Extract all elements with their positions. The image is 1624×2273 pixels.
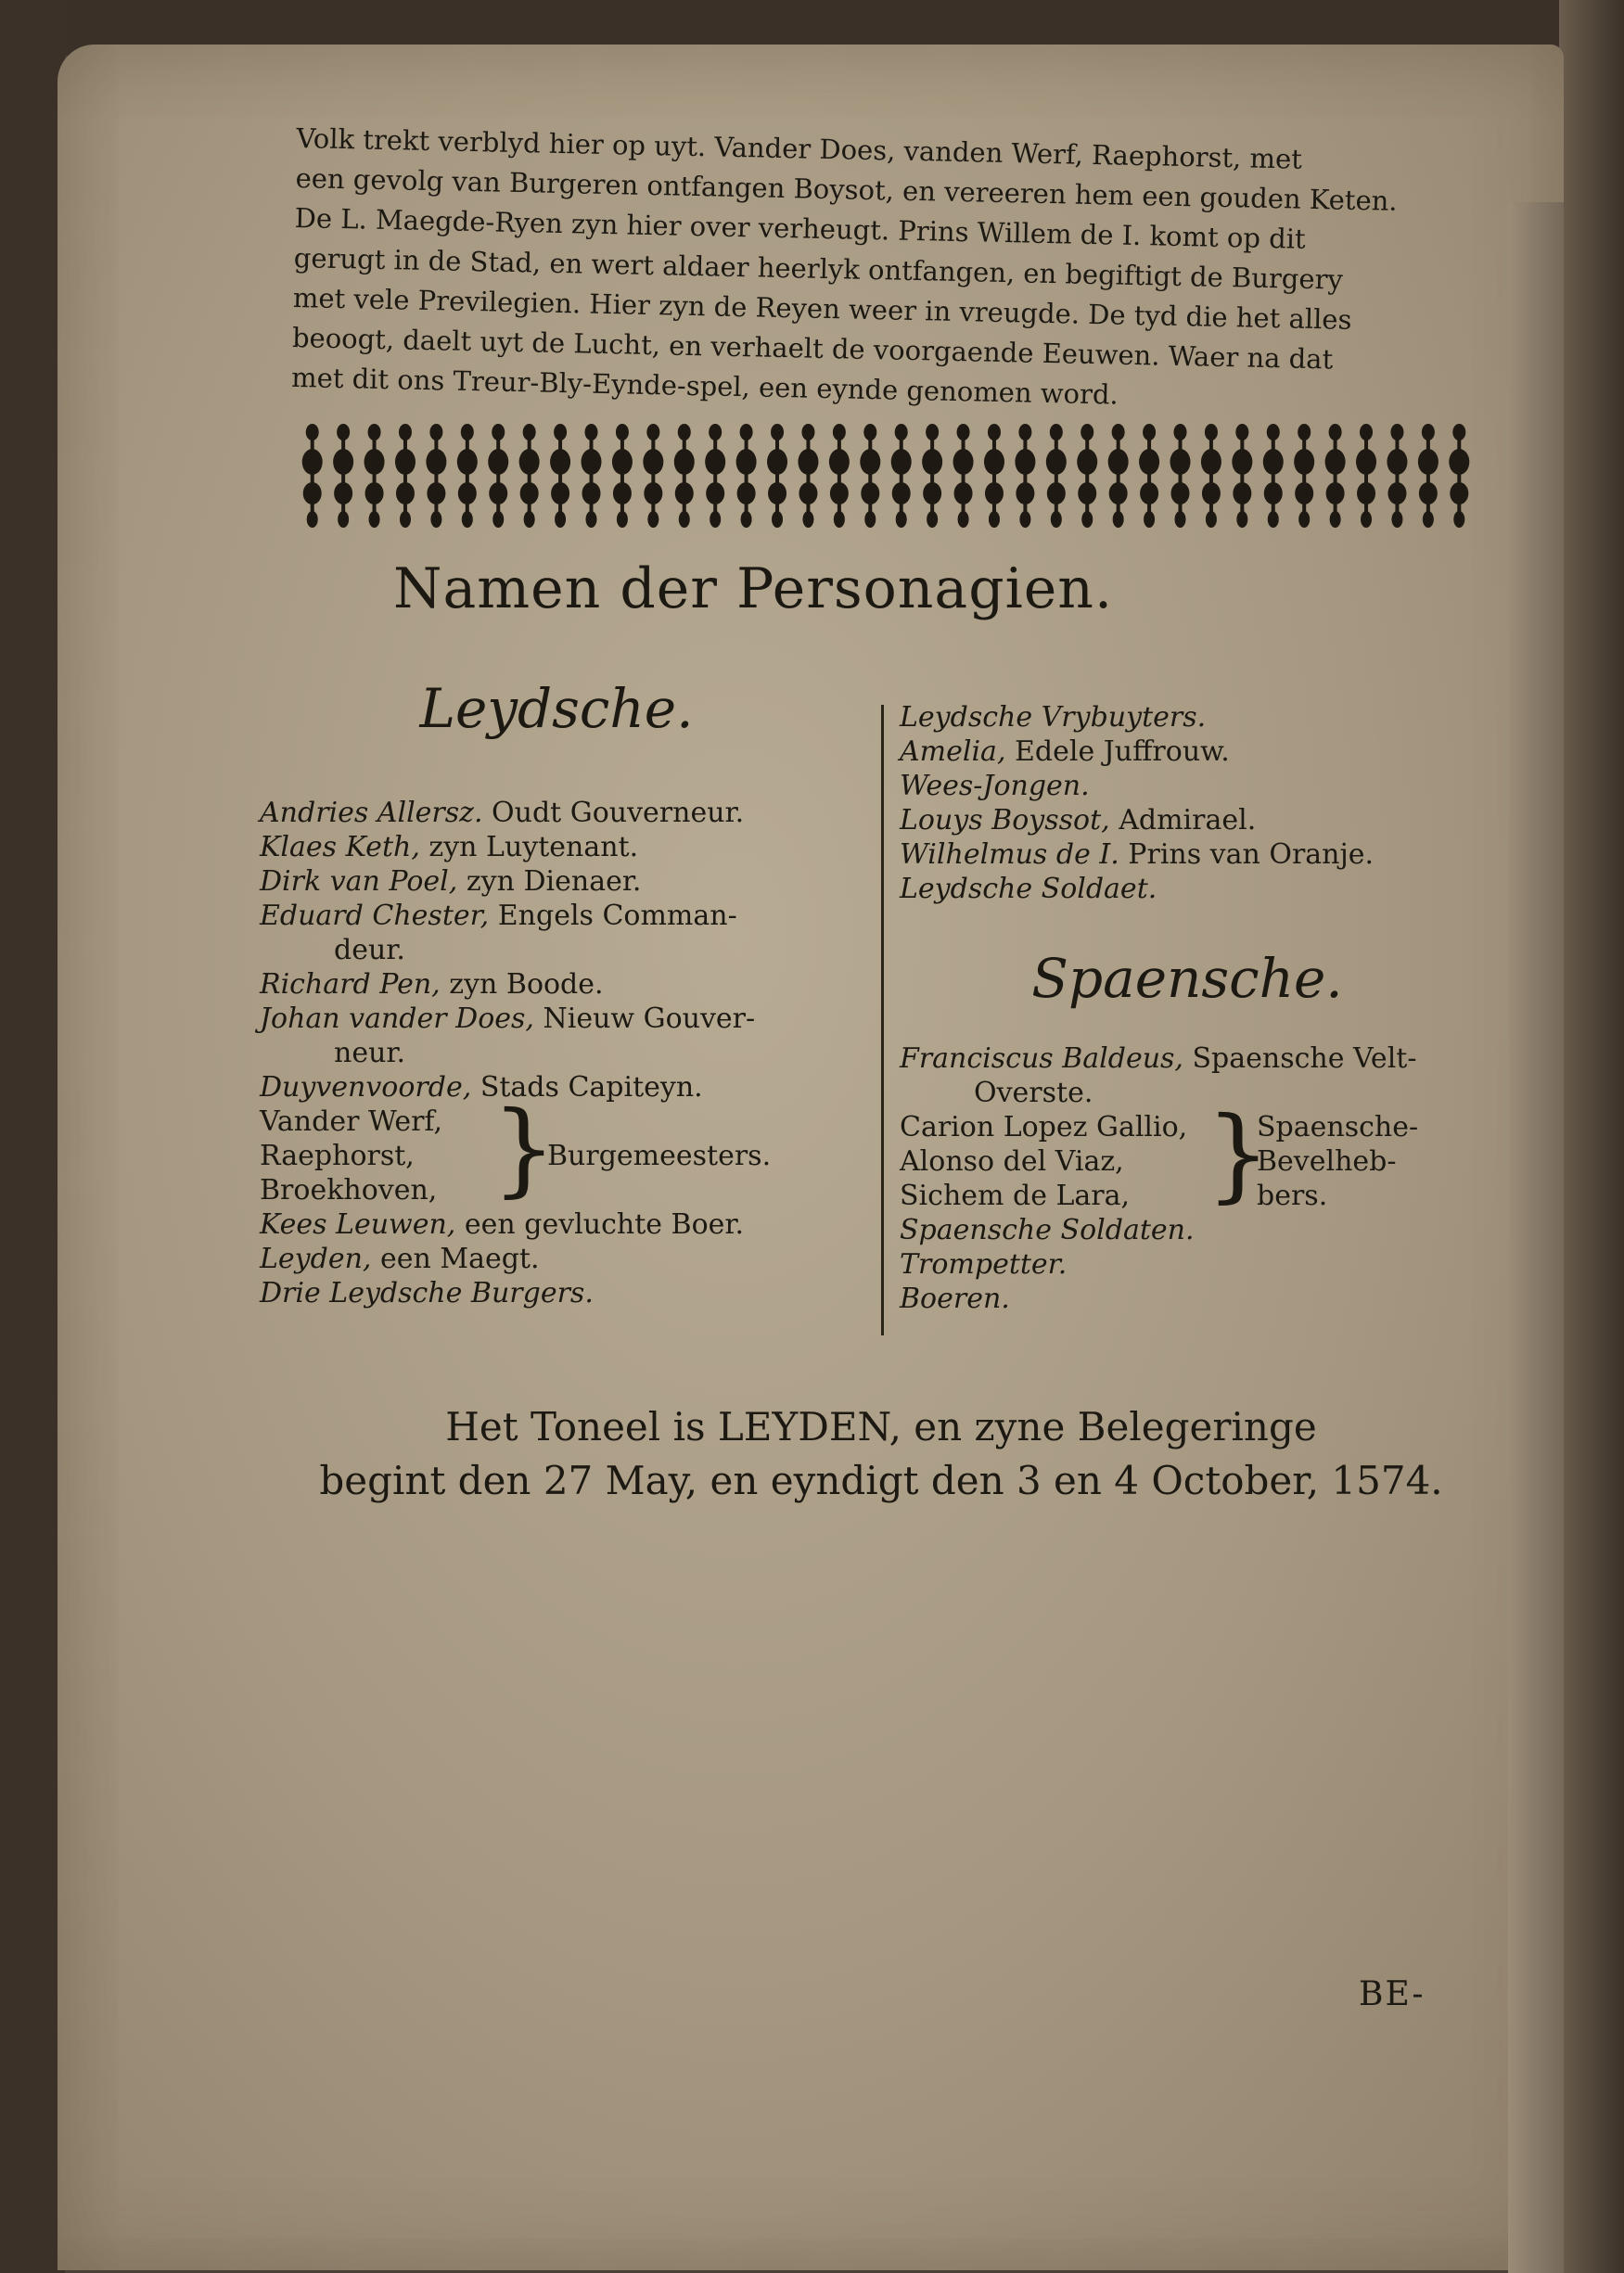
section-heading-spaensche: Spaensche.: [1031, 947, 1343, 1010]
ornament-fleuron: [984, 424, 1004, 528]
page-title: Namen der Personagien.: [392, 556, 1114, 621]
list-item: Dirk van Poel, zyn Dienaer.: [260, 865, 642, 898]
ornament-fleuron: [1015, 424, 1035, 528]
list-item: Alonso del Viaz,: [900, 1145, 1124, 1178]
summary-line: met dit ons Treur-Bly-Eynde-spel, een eynde genomen word.: [290, 361, 1119, 411]
ornament-fleuron: [953, 424, 974, 528]
list-item: Klaes Keth, zyn Luytenant.: [260, 831, 639, 863]
list-item: Andries Allersz. Oudt Gouverneur.: [260, 797, 745, 829]
ornament-fleuron: [829, 424, 850, 528]
list-item: Louys Boyssot, Admirael.: [900, 804, 1257, 836]
ornament-fleuron: [1325, 424, 1346, 528]
list-item-continuation: Overste.: [974, 1077, 1093, 1109]
list-item: Trompetter.: [900, 1248, 1068, 1281]
ornament-fleuron: [891, 424, 912, 528]
summary-line: gerugt in de Stad, en wert aldaer heerlyk ontfangen, en begiftigt de Burgery: [293, 241, 1344, 296]
ornament-fleuron: [582, 424, 602, 528]
summary-line: een gevolg van Burgeren ontfangen Boysot, en vereeren hem een gouden Keten.: [295, 161, 1398, 217]
ornament-fleuron: [798, 424, 818, 528]
summary-paragraph: [291, 119, 1475, 423]
ornament-fleuron: [767, 424, 787, 528]
right-column: [900, 700, 1475, 1316]
column-divider: [881, 705, 884, 1335]
list-item: Eduard Chester, Engels Comman-: [260, 900, 737, 932]
list-item: Vander Werf,: [260, 1105, 443, 1138]
list-item-continuation: neur.: [334, 1037, 405, 1069]
list-item: Carion Lopez Gallio,: [900, 1111, 1188, 1143]
summary-line: Volk trekt verblyd hier op uyt. Vander Does, vanden Werf, Raephorst, met: [296, 121, 1303, 175]
ornament-fleuron: [1449, 424, 1469, 528]
ornament-fleuron: [674, 424, 695, 528]
ornament-fleuron: [1077, 424, 1097, 528]
ornament-fleuron: [1356, 424, 1376, 528]
next-leaf-edge: [1508, 202, 1564, 2273]
ornament-fleuron: [1139, 424, 1159, 528]
summary-line: De L. Maegde-Ryen zyn hier over verheugt. Prins Willem de I. komt op dit: [294, 201, 1307, 255]
ornament-fleuron: [1263, 424, 1284, 528]
ornament-fleuron: [395, 424, 416, 528]
list-item: Raephorst,: [260, 1140, 415, 1172]
ornament-fleuron: [1418, 424, 1439, 528]
list-item: Spaensche Soldaten.: [900, 1214, 1195, 1246]
ornament-fleuron: [1201, 424, 1221, 528]
ornament-fleuron: [1170, 424, 1191, 528]
list-item: Richard Pen, zyn Boode.: [260, 968, 604, 1001]
list-item: Sichem de Lara,: [900, 1180, 1131, 1212]
ornament-fleuron: [1232, 424, 1252, 528]
list-item: Amelia, Edele Juffrouw.: [900, 735, 1230, 768]
list-item: Boeren.: [900, 1283, 1010, 1315]
ornament-fleuron: [519, 424, 540, 528]
ornament-fleuron: [1046, 424, 1067, 528]
stage-note: [297, 1400, 1465, 1508]
ornament-fleuron: [643, 424, 663, 528]
list-item: Leydsche Soldaet.: [900, 873, 1157, 905]
ornament-fleuron: [922, 424, 942, 528]
ornament-fleuron: [736, 424, 757, 528]
list-item: Leydsche Vrybuyters.: [900, 701, 1207, 734]
ornament-fleuron: [364, 424, 385, 528]
list-item-continuation: deur.: [334, 934, 405, 966]
brace-icon: }: [492, 1089, 556, 1207]
ornament-fleuron: [488, 424, 508, 528]
ornament-band: [297, 415, 1475, 536]
ornament-fleuron: [457, 424, 478, 528]
list-item: Johan vander Does, Nieuw Gouver-: [260, 1002, 756, 1035]
left-column: [260, 677, 853, 1310]
group-role: Spaensche- Bevelheb- bers.: [1257, 1111, 1419, 1212]
ornament-fleuron: [1108, 424, 1129, 528]
ornament-fleuron: [860, 424, 880, 528]
list-item: Wees-Jongen.: [900, 770, 1090, 802]
bevelhebbers-group: [900, 1094, 1475, 1213]
catchword: BE-: [1359, 1975, 1426, 2013]
section-heading-leydsche: Leydsche.: [419, 677, 694, 740]
list-item: Drie Leydsche Burgers.: [260, 1277, 594, 1309]
burgemeesters-group: [260, 1089, 853, 1207]
ornament-fleuron: [612, 424, 633, 528]
list-item: Broekhoven,: [260, 1174, 438, 1207]
stage-note-line: begint den 27 May, en eyndigt den 3 en 4 October, 1574.: [319, 1458, 1443, 1503]
summary-line: beoogt, daelt uyt de Lucht, en verhaelt de voorgaende Eeuwen. Waer na dat: [291, 321, 1334, 376]
list-item: Franciscus Baldeus, Spaensche Velt-: [900, 1042, 1417, 1075]
ornament-fleuron: [550, 424, 570, 528]
summary-line: met vele Previlegien. Hier zyn de Reyen weer in vreugde. De tyd die het alles: [292, 281, 1352, 336]
ornament-fleuron: [302, 424, 323, 528]
list-item: Kees Leuwen, een gevluchte Boer.: [260, 1208, 744, 1241]
group-role: Burgemeesters.: [547, 1140, 772, 1172]
list-item: Leyden, een Maegt.: [260, 1243, 540, 1275]
stage-note-line: Het Toneel is LEYDEN, en zyne Belegeringe: [445, 1404, 1317, 1449]
ornament-fleuron: [705, 424, 725, 528]
backdrop-right: [1559, 0, 1624, 2273]
ornament-fleuron: [333, 424, 353, 528]
list-item: Duyvenvoorde, Stads Capiteyn.: [260, 1071, 703, 1104]
backdrop-left: [0, 0, 65, 2273]
list-item: Wilhelmus de I. Prins van Oranje.: [900, 838, 1375, 871]
ornament-fleuron: [426, 424, 446, 528]
ornament-fleuron: [1387, 424, 1407, 528]
brace-icon: }: [1206, 1094, 1271, 1213]
ornament-fleuron: [1294, 424, 1314, 528]
